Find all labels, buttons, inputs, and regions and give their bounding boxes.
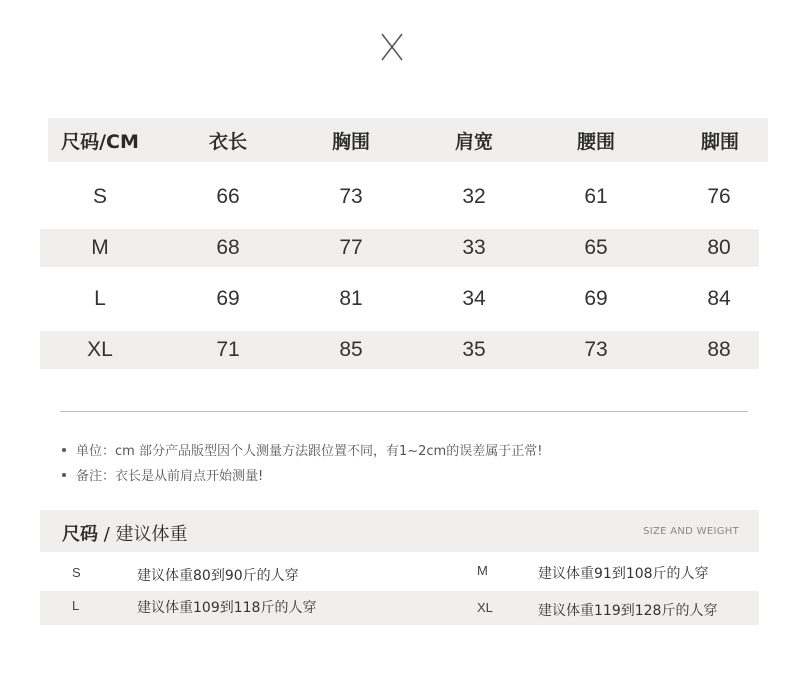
note-remark: 备注：衣长是从前肩点开始测量!	[76, 469, 264, 484]
weight-section-title	[62, 520, 188, 546]
size-chart-header	[48, 118, 768, 162]
weight-recommendation: 建议体重91到108斤的人穿	[538, 566, 709, 582]
cell-hem: 76	[707, 185, 731, 208]
close-icon[interactable]	[376, 30, 406, 64]
weight-section-subtitle: SIZE AND WEIGHT	[643, 526, 739, 537]
cell-size: M	[91, 236, 109, 259]
weight-title-rest: / 建议体重	[98, 524, 188, 545]
cell-shoulder: 34	[462, 287, 486, 310]
header-waist: 腰围	[576, 130, 616, 153]
cell-length: 69	[216, 287, 240, 310]
weight-recommendation: 建议体重119到128斤的人穿	[538, 603, 718, 619]
cell-size: L	[94, 287, 106, 310]
cell-hem: 80	[707, 236, 731, 259]
cell-size: S	[92, 185, 108, 208]
header-length: 衣长	[208, 130, 248, 153]
header-size: 尺码/CM	[61, 130, 139, 153]
cell-waist: 73	[584, 338, 608, 361]
cell-waist: 69	[584, 287, 608, 310]
cell-hem: 84	[707, 287, 731, 310]
table-row	[40, 331, 759, 369]
weight-size: M	[477, 563, 488, 578]
weight-size: XL	[477, 600, 493, 615]
cell-length: 68	[216, 236, 240, 259]
weight-recommendation: 建议体重109到118斤的人穿	[137, 600, 317, 616]
weight-recommendation: 建议体重80到90斤的人穿	[137, 568, 299, 584]
section-divider	[60, 411, 748, 412]
weight-section-header	[40, 510, 759, 552]
table-row	[40, 591, 759, 625]
cell-waist: 61	[584, 185, 608, 208]
note-unit: 单位：cm 部分产品版型因个人测量方法跟位置不同，有1~2cm的误差属于正常!	[76, 444, 543, 459]
table-row	[40, 178, 759, 216]
table-row	[40, 229, 759, 267]
list-item	[62, 462, 542, 487]
table-row	[40, 557, 759, 591]
cell-size: XL	[87, 338, 113, 361]
cell-shoulder: 33	[462, 236, 486, 259]
weight-size: S	[72, 565, 81, 580]
header-chest: 胸围	[331, 130, 371, 153]
list-item	[62, 437, 542, 462]
cell-waist: 65	[584, 236, 608, 259]
size-chart-table	[40, 118, 768, 369]
bullet-icon	[62, 448, 66, 452]
notes-list	[62, 437, 542, 487]
cell-hem: 88	[707, 338, 731, 361]
cell-length: 71	[216, 338, 240, 361]
weight-size: L	[72, 598, 80, 613]
header-shoulder: 肩宽	[454, 130, 494, 153]
cell-chest: 85	[339, 338, 363, 361]
weight-table	[40, 557, 759, 625]
cell-shoulder: 35	[462, 338, 486, 361]
bullet-icon	[62, 473, 66, 477]
cell-chest: 81	[339, 287, 363, 310]
header-hem: 脚围	[700, 130, 740, 153]
cell-chest: 77	[339, 236, 363, 259]
weight-title-bold: 尺码	[62, 524, 98, 545]
cell-length: 66	[216, 185, 240, 208]
cell-shoulder: 32	[462, 185, 486, 208]
cell-chest: 73	[339, 185, 363, 208]
table-row	[40, 280, 759, 318]
